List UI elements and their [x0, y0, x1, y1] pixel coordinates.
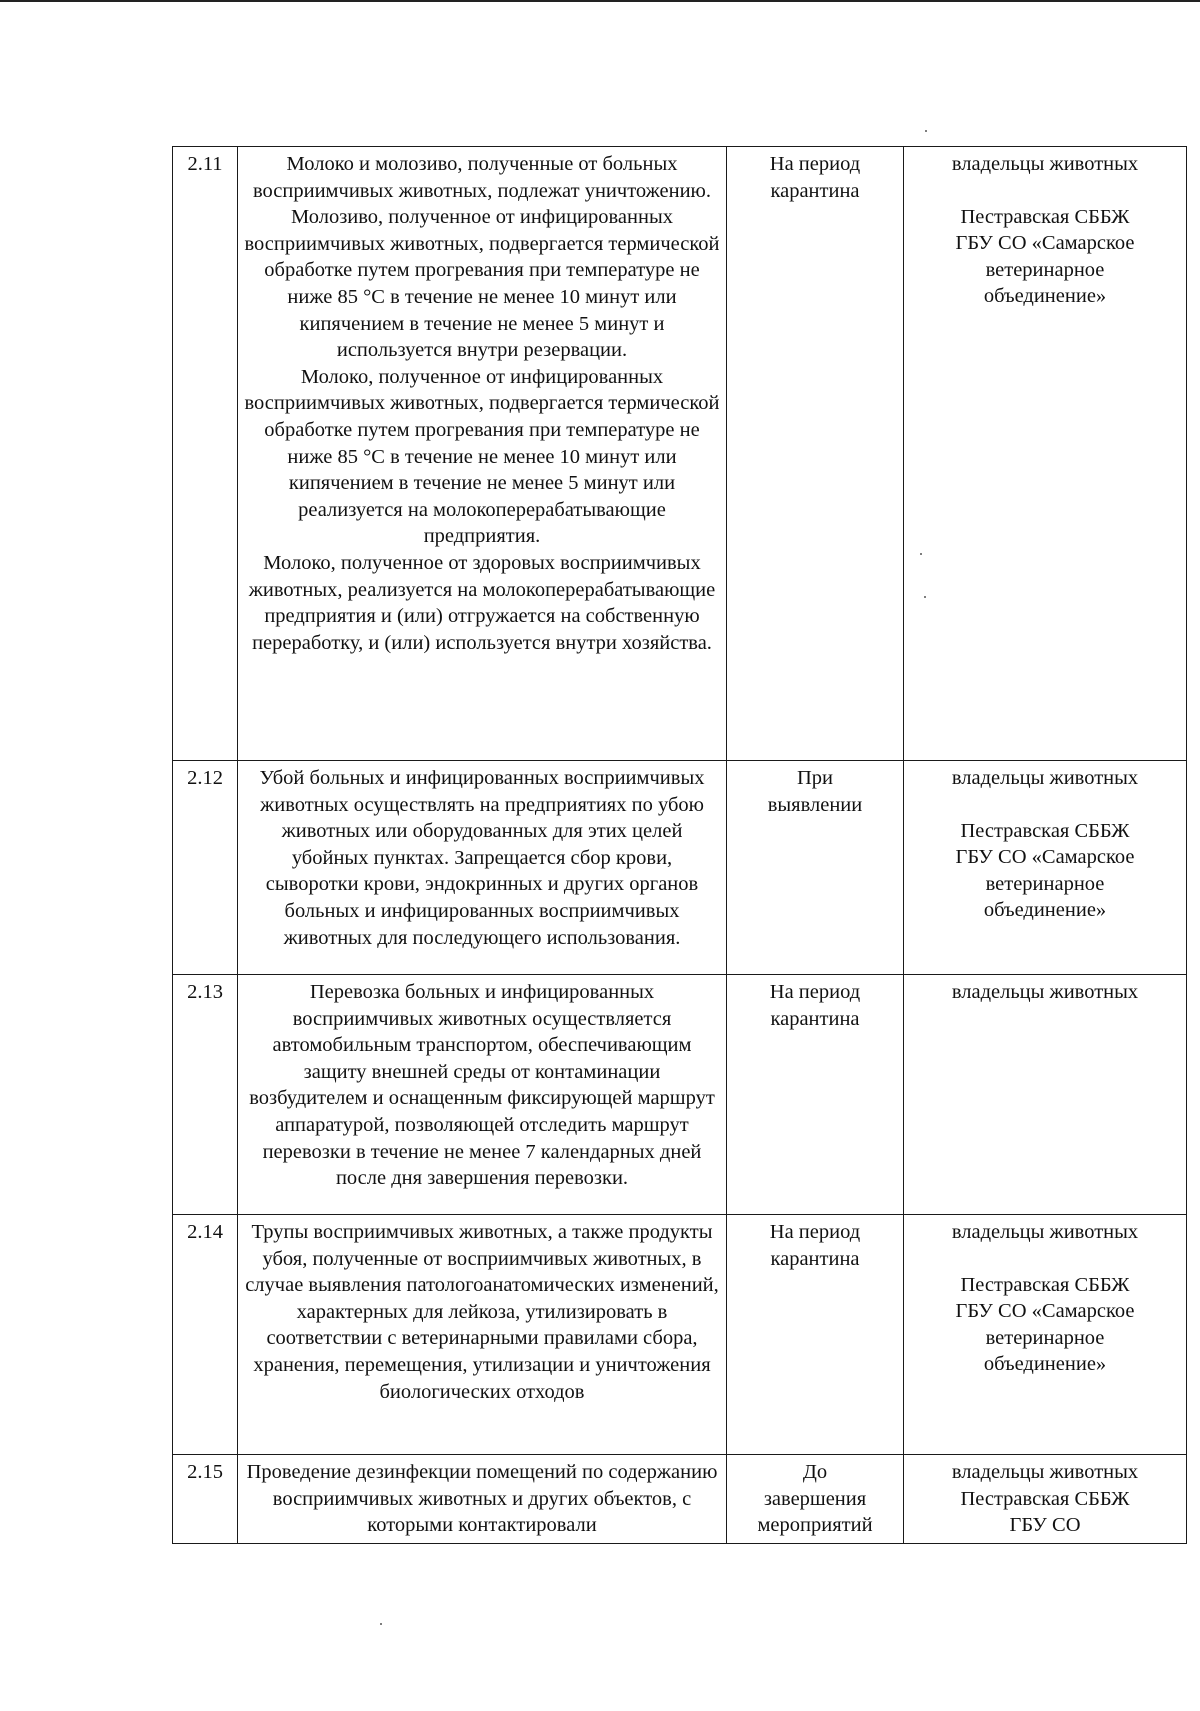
responsible-org: Пестравская СББЖ ГБУ СО «Самарское ветеринарное объединение»: [955, 1273, 1135, 1376]
scan-speck: [920, 553, 922, 555]
responsible-cell: [904, 761, 1187, 975]
responsible-org: Пестравская СББЖ ГБУ СО «Самарское ветеринарное объединение»: [955, 205, 1135, 308]
measures-table: [172, 146, 1187, 1544]
deadline-cell: При выявлении: [727, 761, 904, 975]
responsible-org: Пестравская СББЖ ГБУ СО «Самарское ветеринарное объединение»: [955, 819, 1135, 922]
deadline-cell: На период карантина: [727, 975, 904, 1215]
table-row: [173, 1455, 1187, 1544]
responsible-cell: [904, 1455, 1187, 1544]
scan-speck: [925, 130, 927, 132]
responsible-owner: владельцы животных: [951, 981, 1139, 1003]
deadline-cell: На период карантина: [727, 147, 904, 761]
measure-paragraph: Молоко и молозиво, полученные от больных восприимчивых животных, подлежат уничтожению. Молозиво, полученное от инфицированных восприимчивых животных, подвергается термической обработке путем прогревания при температуре не ниже 85 °С в течение не менее 10 минут или кипячением в течение не менее 5 минут и используется внутри резервации. Молоко, полученное от инфицированных восприимчивых животных, подвергается термической обработке путем прогревания при температуре не ниже 85 °С в течение не менее 10 минут или кипячением в течение не менее 5 минут или реализуется на молокоперерабатывающие предприятия. Молоко, полученное от здоровых восприимчивых животных, реализуется на молокоперерабатывающие предприятия и (или) отгружается на собственную переработку, и (или) используется внутри хозяйства.: [244, 153, 720, 654]
row-number: 2.11: [173, 147, 238, 761]
scan-speck: [380, 1623, 382, 1625]
table-row: [173, 975, 1187, 1215]
responsible-org: Пестравская СББЖ ГБУ СО: [960, 1487, 1130, 1537]
measure-text: Трупы восприимчивых животных, а также продукты убоя, полученные от восприимчивых животных, в случае выявления патологоанатомических изменений, характерных для лейкоза, утилизировать в соответствии с ветеринарными правилами сбора, хранения, перемещения, утилизации и уничтожения биологических отходов: [238, 1215, 727, 1455]
responsible-cell: [904, 147, 1187, 761]
measure-text: Убой больных и инфицированных восприимчивых животных осуществлять на предприятиях по убою животных или оборудованных для этих целей убойных пунктах. Запрещается сбор крови, сыворотки крови, эндокринных и других органов больных и инфицированных восприимчивых животных для последующего использования.: [238, 761, 727, 975]
table-row: [173, 761, 1187, 975]
measure-text: Перевозка больных и инфицированных восприимчивых животных осуществляется автомобильным транспортом, обеспечивающим защиту внешней среды от контаминации возбудителем и оснащенным фиксирующей маршрут аппаратурой, позволяющей отследить маршрут перевозки в течение не менее 7 календарных дней после дня завершения перевозки.: [238, 975, 727, 1215]
measure-text: Проведение дезинфекции помещений по содержанию восприимчивых животных и других объектов, с которыми контактировали: [238, 1455, 727, 1544]
responsible-owner: владельцы животных: [951, 153, 1139, 175]
responsible-cell: [904, 1215, 1187, 1455]
scan-speck: [924, 596, 926, 598]
row-number: 2.15: [173, 1455, 238, 1544]
deadline-cell: На период карантина: [727, 1215, 904, 1455]
responsible-owner: владельцы животных: [951, 767, 1139, 789]
table-row: [173, 147, 1187, 761]
deadline-cell: До завершения мероприятий: [727, 1455, 904, 1544]
measure-text: [238, 147, 727, 761]
row-number: 2.12: [173, 761, 238, 975]
responsible-owner: владельцы животных: [951, 1461, 1139, 1483]
row-number: 2.13: [173, 975, 238, 1215]
responsible-cell: [904, 975, 1187, 1215]
row-number: 2.14: [173, 1215, 238, 1455]
page-top-border: [0, 0, 1200, 2]
responsible-owner: владельцы животных: [951, 1221, 1139, 1243]
table-row: [173, 1215, 1187, 1455]
